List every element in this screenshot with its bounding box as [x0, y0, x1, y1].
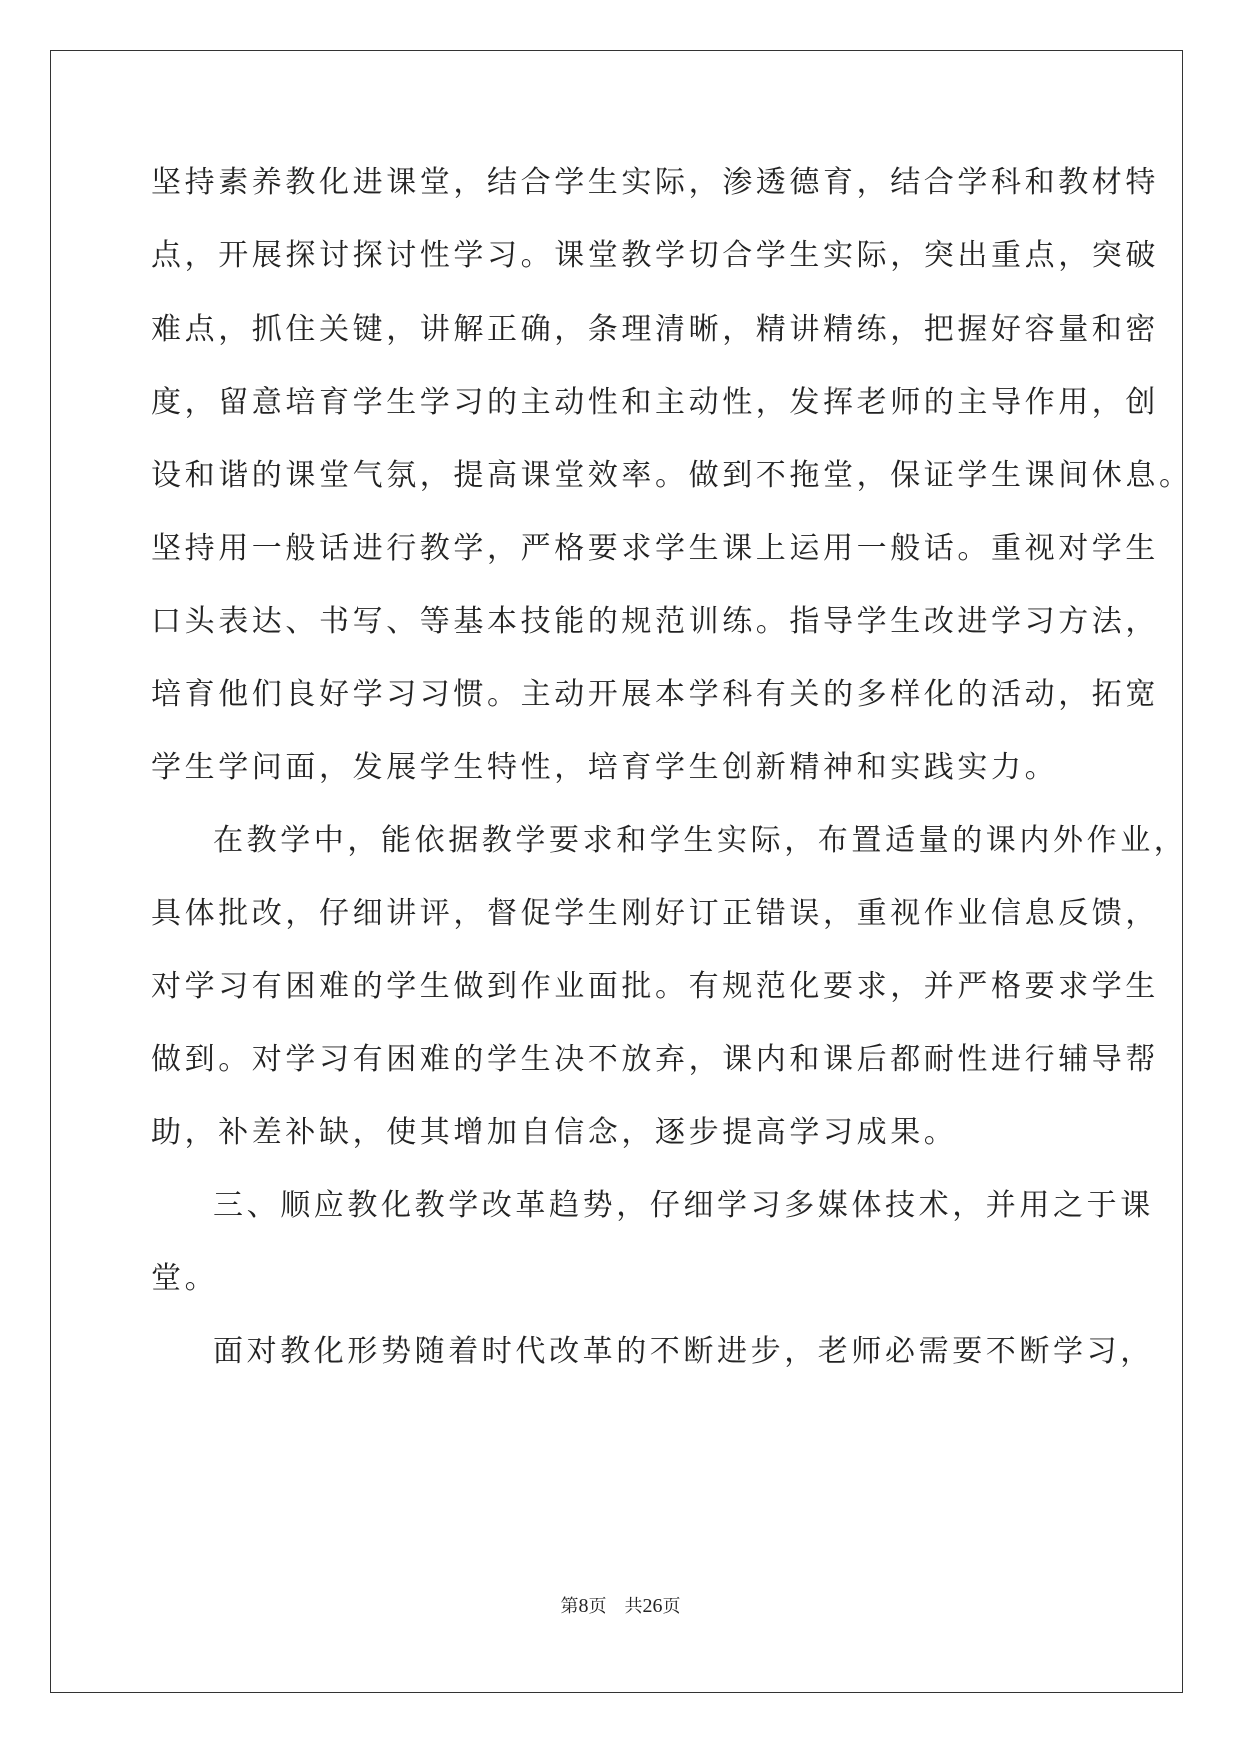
text-line: 设和谐的课堂气氛，提高课堂效率。做到不拖堂，保证学生课间休息。: [151, 458, 1193, 493]
text-line: 度，留意培育学生学习的主动性和主动性，发挥老师的主导作用，创: [151, 385, 1159, 420]
text-line: 学生学问面，发展学生特性，培育学生创新精神和实践实力。: [151, 750, 1059, 785]
text-line: 培育他们良好学习习惯。主动开展本学科有关的多样化的活动，拓宽: [151, 677, 1159, 712]
text-line: 点，开展探讨探讨性学习。课堂教学切合学生实际，突出重点，突破: [151, 238, 1159, 273]
text-line: 难点，抓住关键，讲解正确，条理清晰，精讲精练，把握好容量和密: [151, 312, 1159, 347]
text-line: 在教学中，能依据教学要求和学生实际，布置适量的课内外作业，: [213, 823, 1188, 858]
text-line: 具体批改，仔细讲评，督促学生刚好订正错误，重视作业信息反馈，: [151, 896, 1159, 931]
text-line: 三、顺应教化教学改革趋势，仔细学习多媒体技术，并用之于课: [213, 1188, 1154, 1223]
text-line: 对学习有困难的学生做到作业面批。有规范化要求，并严格要求学生: [151, 969, 1159, 1004]
text-line: 做到。对学习有困难的学生决不放弃，课内和课后都耐性进行辅导帮: [151, 1042, 1159, 1077]
page-border: [50, 50, 1183, 1693]
page-prefix: 第: [560, 1596, 579, 1617]
page-footer: [0, 1594, 1241, 1619]
text-line: 坚持素养教化进课堂，结合学生实际，渗透德育，结合学科和教材特: [151, 165, 1159, 200]
total-prefix: 共: [624, 1596, 643, 1617]
text-line: 口头表达、书写、等基本技能的规范训练。指导学生改进学习方法，: [151, 604, 1159, 639]
text-line: 面对教化形势随着时代改革的不断进步，老师必需要不断学习，: [213, 1334, 1154, 1369]
total-pages: 26: [642, 1595, 663, 1617]
text-line: 助，补差补缺，使其增加自信念，逐步提高学习成果。: [151, 1115, 958, 1150]
page-number: 8: [578, 1595, 589, 1617]
text-line: 坚持用一般话进行教学，严格要求学生课上运用一般话。重视对学生: [151, 531, 1159, 566]
text-line: 堂。: [151, 1261, 219, 1296]
total-suffix: 页: [662, 1596, 681, 1617]
page-suffix: 页: [588, 1596, 607, 1617]
